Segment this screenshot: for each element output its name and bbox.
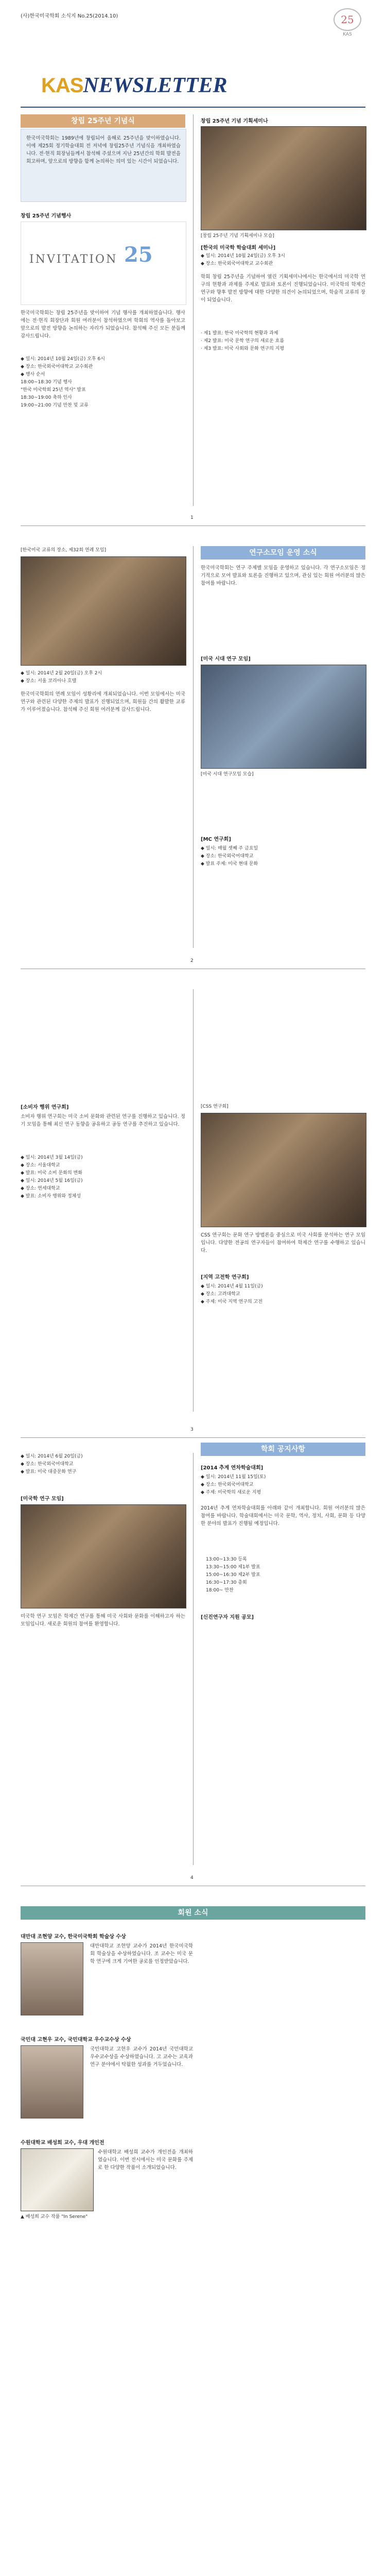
issue-line: (사)한국미국학회 소식지 No.25(2014.10) bbox=[21, 13, 118, 19]
schedule-line: 13:00~13:30 등록 bbox=[206, 1557, 247, 1562]
intro-box bbox=[21, 129, 186, 202]
bullet-line: 18:30~19:00 축하 인사 bbox=[21, 395, 72, 400]
conference-heading: [2014 추계 연차학술대회] bbox=[201, 1465, 264, 1471]
invitation-card bbox=[21, 222, 186, 305]
member-news-1-title: 대만대 조현양 교수, 한국미국학회 학술상 수상 bbox=[21, 1934, 126, 1940]
bullet-line: ◆ 일시: 2014년 10월 24일(금) 오후 6시 bbox=[21, 357, 105, 362]
anniversary-bullets bbox=[21, 355, 105, 410]
bullet-line: ◆ 일시: 2014년 6월 20일(금) bbox=[21, 1454, 83, 1459]
bullet-line: 18:00~18:30 기념 행사 bbox=[21, 380, 72, 385]
page-number-2: 2 bbox=[190, 958, 194, 963]
seminar-bullets bbox=[201, 252, 285, 268]
member-photo-2 bbox=[21, 2045, 83, 2119]
bullet-line: ◆ 장소: 서울대학교 bbox=[21, 1163, 60, 1168]
anniversary-subheading: 창립 25주년 기념행사 bbox=[21, 213, 72, 219]
bullet-line: ◆ 장소: 고려대학교 bbox=[201, 1292, 240, 1297]
logo-badge: 25 bbox=[334, 8, 361, 31]
anniversary-logo bbox=[329, 8, 365, 39]
section-bar-anniversary: 창립 25주년 기념식 bbox=[21, 114, 185, 128]
member-photo-1 bbox=[21, 1942, 83, 2015]
meeting-body: 한국미국학회의 연례 모임이 성황리에 개최되었습니다. 이번 모임에서는 미국 연구와 관련된 다양한 주제의 발표가 진행되었으며, 회원들 간의 활발한 교류가 이루어졌습니다. 참석해 주신 회원 여러분께 감사드립니다. bbox=[21, 691, 185, 713]
mc-group-heading: [MC 연구회] bbox=[201, 837, 231, 842]
research-group-heading: [미국 시대 연구 모임] bbox=[201, 656, 251, 662]
schedule-line: 15:00~16:30 제2부 발표 bbox=[206, 1572, 260, 1578]
member-news-3-body: 수원대학교 배성희 교수가 개인전을 개최하였습니다. 이번 전시에서는 미국 문화를 주제로 한 다양한 작품이 소개되었습니다. bbox=[98, 2149, 193, 2171]
section-bar-members: 회원 소식 bbox=[21, 1906, 365, 1920]
artwork-caption: ▲ 배성희 교수 작품 "In Serene" bbox=[21, 2214, 88, 2219]
section-bar-notices: 학회 공지사항 bbox=[201, 1443, 365, 1456]
seminar-subheading: [한국의 미국학 학술대회 세미나] bbox=[201, 245, 276, 251]
column-divider-3 bbox=[193, 989, 194, 1412]
artwork-photo bbox=[21, 2148, 94, 2211]
bullet-line: ◆ 발표: 미국 소비 문화의 변화 bbox=[21, 1171, 82, 1176]
regional-group-bullets bbox=[201, 1283, 263, 1306]
css-group-caption: [CSS 연구회] bbox=[201, 1104, 229, 1109]
section-bar-research: 연구소모임 운영 소식 bbox=[201, 546, 365, 560]
seminar-photo bbox=[201, 126, 366, 230]
bullet-line: ◆ 일시: 2014년 4월 11일(금) bbox=[201, 1284, 263, 1289]
bullet-line: 19:00~21:00 기념 만찬 및 교류 bbox=[21, 403, 89, 408]
member-news-2-title: 국민대 고현우 교수, 국민대학교 우수교수상 수상 bbox=[21, 2037, 131, 2043]
page-rule-3 bbox=[21, 1437, 365, 1438]
page-number-1: 1 bbox=[190, 515, 194, 520]
bullet-line: ◆ 주제: 미국학의 새로운 지평 bbox=[201, 1490, 261, 1495]
column-divider bbox=[193, 114, 194, 506]
seminar-heading: 창립 25주년 기념 기획세미나 bbox=[201, 118, 268, 124]
member-news-2-body: 국민대학교 고현우 교수가 2014년 국민대학교 우수교수상을 수상하였습니다. 고 교수는 교육과 연구 분야에서 탁월한 성과를 거두었습니다. bbox=[90, 2046, 193, 2067]
column-divider-2 bbox=[193, 546, 194, 948]
bullet-line: ◆ 장소: 서울 코리아나 호텔 bbox=[21, 679, 77, 684]
study-group-body: 미국학 연구 모임은 학제간 연구를 통해 미국 사회와 문화를 이해하고자 하는 모임입니다. 새로운 회원의 참여를 환영합니다. bbox=[21, 1614, 185, 1627]
bullet-line: ◆ 장소: 한국외국어대학교 교수회관 bbox=[21, 364, 93, 369]
bullet-line: ◆ 주제: 미국 지역 연구의 고전 bbox=[201, 1299, 262, 1304]
invitation-number: 25 bbox=[124, 243, 153, 267]
consumer-group-heading: [소비자 행위 연구회] bbox=[21, 1105, 69, 1110]
study-group-heading: [미국학 연구 모임] bbox=[21, 1496, 64, 1502]
bullet-line: ◆ 일시: 2014년 5월 16일(금) bbox=[21, 1178, 83, 1183]
conference-bullets bbox=[201, 1473, 266, 1497]
bullet-line: ◆ 발표: 미국 대중문화 연구 bbox=[21, 1469, 77, 1475]
consumer-group-bullets bbox=[21, 1154, 83, 1200]
intro-text: 한국미국학회는 1989년에 창립되어 올해로 25주년을 맞이하였습니다. 이에 제25회 정기학술대회 전 저녁에 창립25주년 기념식을 개최하였습니다. 전·현직 회장님들께서 참석해 주셨으며 지난 25년간의 학회 발전을 회고하며, 앞으로의 방향을 함께 논의하는 의미 있는 시간이 되었습니다. bbox=[26, 135, 181, 164]
page-number-3: 3 bbox=[190, 1427, 194, 1432]
logo-sub: KAS bbox=[343, 32, 352, 37]
schedule-line: 18:00~ 만찬 bbox=[206, 1588, 234, 1593]
title-newsletter: NEWSLETTER bbox=[83, 74, 227, 97]
bullet-line: ◆ 일시: 2014년 2월 20일(금) 오후 2시 bbox=[21, 671, 102, 676]
grant-heading: [신진연구자 지원 공모] bbox=[201, 1615, 254, 1620]
bullet-line: ◆ 발표 주제: 미국 현대 문화 bbox=[201, 861, 258, 867]
study-group-bullets bbox=[21, 1453, 83, 1476]
bullet-line: · 제2 발표: 미국 문학 연구의 새로운 흐름 bbox=[201, 338, 285, 344]
bullet-line: ◆ 장소: 한국외국어대학교 bbox=[21, 1462, 74, 1467]
bullet-line: · 제1 발표: 한국 미국학의 현황과 과제 bbox=[201, 331, 278, 336]
meeting-photo bbox=[21, 556, 186, 666]
bullet-line: ◆ 일시: 2014년 11월 15일(토) bbox=[201, 1475, 266, 1480]
research-group-photo bbox=[201, 665, 366, 769]
conference-schedule bbox=[206, 1556, 260, 1595]
consumer-group-body: 소비자 행위 연구회는 미국 소비 문화와 관련된 연구를 진행하고 있습니다. 정기 모임을 통해 최신 연구 동향을 공유하고 공동 연구를 추진하고 있습니다. bbox=[21, 1114, 185, 1127]
study-group-photo bbox=[21, 1504, 186, 1608]
title-kas: KAS bbox=[41, 74, 83, 97]
page-number-4: 4 bbox=[190, 1875, 194, 1880]
anniversary-body: 한국미국학회는 창립 25주년을 맞이하여 기념 행사를 개최하였습니다. 행사에는 전·현직 회장단과 회원 여러분이 참석하였으며 학회의 역사를 돌아보고 앞으로의 발전 방향을 논의하는 자리가 되었습니다. 참석해 주신 모든 분들께 감사드립니다. bbox=[21, 310, 185, 339]
newsletter-title bbox=[41, 73, 227, 99]
mc-group-bullets bbox=[201, 845, 258, 868]
regional-group-heading: [지역 고전학 연구회] bbox=[201, 1275, 249, 1280]
bullet-line: ◆ 행사 순서 bbox=[21, 372, 45, 377]
schedule-line: 13:30~15:00 제1부 발표 bbox=[206, 1565, 260, 1570]
bullet-line: ◆ 발표: 소비자 행위와 정체성 bbox=[21, 1194, 81, 1199]
invitation-word: INVITATION bbox=[29, 253, 118, 266]
meeting-caption: [한국미국 교류의 장소, 제32회 연례 모임] bbox=[21, 548, 107, 553]
seminar-caption: [창립 25주년 기념 기획세미나 모습] bbox=[201, 233, 274, 239]
bullet-line: ◆ 장소: 한국외국어대학교 bbox=[201, 854, 254, 859]
newsletter-header bbox=[21, 11, 365, 104]
css-group-body: CSS 연구회는 문화 연구 방법론을 중심으로 미국 사회를 분석하는 연구 모임입니다. 다양한 전공의 연구자들이 참여하여 학제간 연구를 수행하고 있습니다. bbox=[201, 1232, 365, 1253]
header-rule bbox=[21, 107, 365, 108]
bullet-line: "한국 미국학회 25년 역사" 발표 bbox=[21, 387, 86, 393]
seminar-body: 학회 창립 25주년을 기념하여 열린 기획세미나에서는 한국에서의 미국학 연구의 현황과 과제를 주제로 발표와 토론이 진행되었습니다. 미국학의 학제간 연구와 향후 발전 방향에 대한 다양한 의견이 논의되었으며, 학술적 교류의 장이 되었습니다. bbox=[201, 274, 365, 303]
bullet-line: ◆ 장소: 한국외국어대학교 bbox=[201, 1482, 254, 1487]
bullet-line: · 제3 발표: 미국 사회와 문화 연구의 지평 bbox=[201, 346, 285, 351]
bullet-line: ◆ 일시: 2014년 3월 14일(금) bbox=[21, 1155, 83, 1160]
bullet-line: ◆ 일시: 2014년 10월 24일(금) 오후 3시 bbox=[201, 253, 285, 259]
member-news-1-body: 대만대학교 조현양 교수가 2014년 한국미국학회 학술상을 수상하였습니다. 조 교수는 미국 문학 연구에 크게 기여한 공로를 인정받았습니다. bbox=[90, 1943, 193, 1964]
schedule-line: 16:30~17:30 총회 bbox=[206, 1580, 247, 1585]
meeting-bullets bbox=[21, 670, 102, 685]
bullet-line: ◆ 장소: 연세대학교 bbox=[21, 1186, 60, 1191]
bullet-line: ◆ 장소: 한국외국어대학교 교수회관 bbox=[201, 261, 273, 266]
seminar-talks bbox=[201, 330, 284, 353]
column-divider-4 bbox=[193, 1453, 194, 1865]
research-group-caption: [미국 시대 연구모임 모습] bbox=[201, 772, 254, 777]
member-news-3-title: 수원대학교 배성희 교수, 우대 개인전 bbox=[21, 2140, 104, 2146]
conference-body: 2014년 추계 연차학술대회를 아래와 같이 개최합니다. 회원 여러분의 많은 참여를 바랍니다. 학술대회에서는 미국 문학, 역사, 정치, 사회, 문화 등 다양한 분야의 발표가 진행될 예정입니다. bbox=[201, 1505, 365, 1527]
css-group-photo bbox=[201, 1113, 366, 1227]
research-intro: 한국미국학회는 연구 주제별 모임을 운영하고 있습니다. 각 연구소모임은 정기적으로 모여 발표와 토론을 진행하고 있으며, 관심 있는 회원 여러분의 많은 참여를 바랍니다. bbox=[201, 565, 365, 586]
bullet-line: ◆ 일시: 매월 셋째 주 금요일 bbox=[201, 846, 258, 851]
